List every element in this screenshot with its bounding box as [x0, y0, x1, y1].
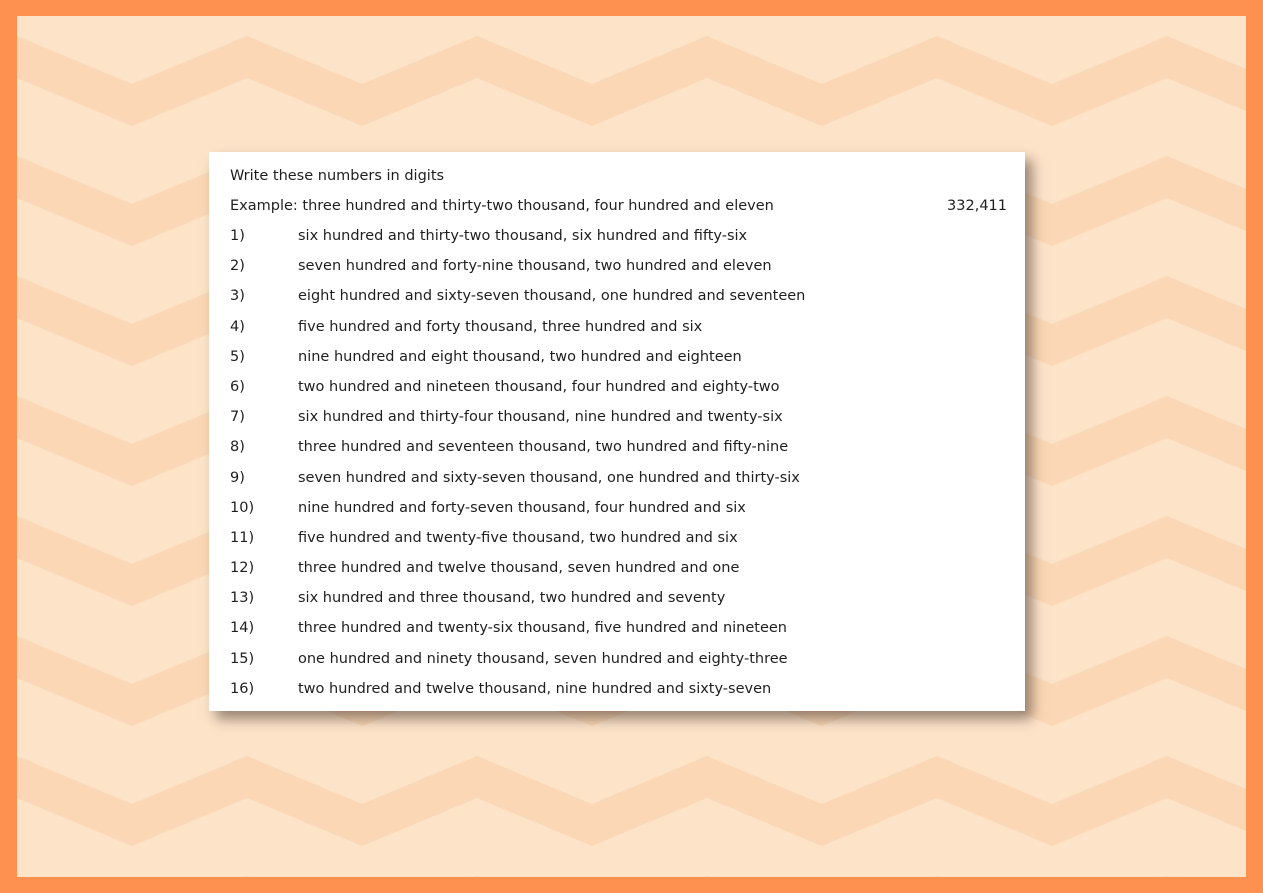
question-text: three hundred and twenty-six thousand, five hundred and nineteen [298, 620, 787, 637]
worksheet-instruction: Write these numbers in digits [230, 168, 445, 184]
question-number: 3) [230, 288, 245, 305]
question-number: 2) [230, 258, 245, 275]
question-number: 13) [230, 590, 255, 607]
question-number: 6) [230, 378, 245, 395]
example-answer: 332,411 [947, 198, 1007, 214]
question-text: six hundred and thirty-two thousand, six hundred and fifty-six [298, 228, 748, 244]
question-text: one hundred and ninety thousand, seven hundred and eighty-three [298, 650, 788, 667]
question-number: 16) [230, 680, 255, 697]
question-number: 7) [230, 409, 245, 426]
question-text: seven hundred and forty-nine thousand, two hundred and eleven [298, 258, 772, 275]
question-text: five hundred and forty thousand, three hundred and six [298, 318, 703, 335]
question-number: 15) [230, 650, 255, 667]
question-text: six hundred and thirty-four thousand, nine hundred and twenty-six [298, 409, 783, 426]
question-number: 14) [230, 620, 255, 637]
question-number: 5) [230, 348, 245, 365]
question-text: seven hundred and sixty-seven thousand, one hundred and thirty-six [298, 469, 800, 486]
question-number: 12) [230, 560, 255, 577]
chevron-stripe [17, 756, 1246, 846]
question-text: three hundred and seventeen thousand, two hundred and fifty-nine [298, 439, 789, 456]
question-number: 11) [230, 529, 255, 546]
question-number: 1) [230, 228, 245, 244]
question-number: 9) [230, 469, 245, 486]
question-text: eight hundred and sixty-seven thousand, one hundred and seventeen [298, 288, 806, 305]
chevron-stripe [17, 36, 1246, 126]
question-text: nine hundred and eight thousand, two hundred and eighteen [298, 348, 742, 365]
question-text: three hundred and twelve thousand, seven hundred and one [298, 560, 740, 577]
question-text: nine hundred and forty-seven thousand, four hundred and six [298, 499, 746, 516]
question-number: 10) [230, 499, 255, 516]
question-number: 4) [230, 318, 245, 335]
question-text: two hundred and twelve thousand, nine hundred and sixty-seven [298, 680, 772, 697]
question-number: 8) [230, 439, 245, 456]
chevron-stripe [17, 876, 1246, 877]
example-text: Example: three hundred and thirty-two thousand, four hundred and eleven [230, 198, 774, 214]
question-text: six hundred and three thousand, two hundred and seventy [298, 590, 726, 607]
worksheet [209, 152, 1025, 711]
question-text: five hundred and twenty-five thousand, two hundred and six [298, 529, 738, 546]
question-text: two hundred and nineteen thousand, four hundred and eighty-two [298, 378, 780, 395]
